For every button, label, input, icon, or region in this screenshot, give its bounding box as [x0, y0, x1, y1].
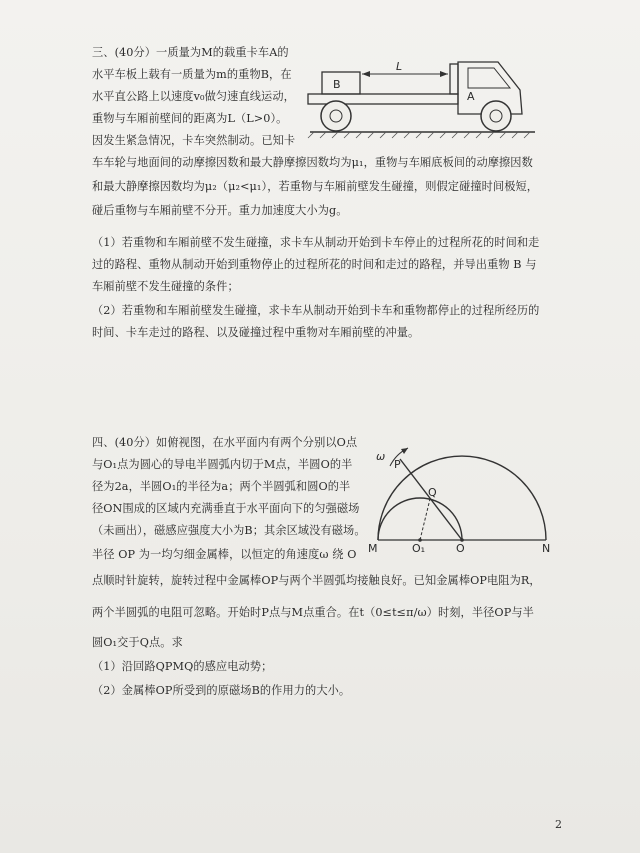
- point-n-label: N: [542, 542, 551, 555]
- p4-line-3: 径为2a，半圆O₁的半径为a；两个半圆弧和圆O的半: [92, 480, 351, 493]
- p3-line-8: 碰后重物与车厢前壁不分开。重力加速度大小为g。: [92, 204, 348, 217]
- truck-figure: [300, 50, 540, 140]
- semicircle-figure: [366, 440, 566, 555]
- p3-line-4: 重物与车厢前壁间的距离为L（L>0）。: [92, 112, 288, 125]
- page-number: 2: [555, 818, 562, 831]
- p4-line-5: （未画出），磁感应强度大小为B；其余区域没有磁场。: [92, 524, 366, 537]
- p3-line-9: （1）若重物和车厢前壁不发生碰撞，求卡车从制动开始到卡车停止的过程所花的时间和走: [92, 236, 540, 249]
- semicircle-o1: [378, 498, 462, 540]
- p4-line-4: 径ON围成的区域内充满垂直于水平面向下的匀强磁场: [92, 502, 360, 515]
- p3-line-10: 过的路程、重物从制动开始到重物停止的过程所花的时间和走过的路程，并导出重物 B 与: [92, 258, 537, 271]
- p3-line-11: 车厢前壁不发生碰撞的条件；: [92, 280, 239, 293]
- p4-line-7: 点顺时针旋转，旋转过程中金属棒OP与两个半圆弧均接触良好。已知金属棒OP电阻为R，: [92, 574, 541, 587]
- p4-line-11: （2）金属棒OP所受到的原磁场B的作用力的大小。: [92, 684, 351, 697]
- rear-wheel: [321, 101, 351, 131]
- point-o1-label: O₁: [412, 542, 426, 555]
- distance-label: L: [396, 60, 403, 73]
- p3-line-3: 水平直公路上以速度v₀做匀速直线运动，: [92, 90, 295, 103]
- box-b-label: B: [333, 78, 341, 91]
- p3-line-2: 水平车板上载有一质量为m的重物B，在: [92, 68, 292, 81]
- p3-line-6: 车车轮与地面间的动摩擦因数和最大静摩擦因数均为μ₁，重物与车厢底板间的动摩擦因数: [92, 156, 533, 169]
- p4-line-10: （1）沿回路QPMQ的感应电动势；: [92, 660, 273, 673]
- box-b: [322, 72, 360, 94]
- point-q-label: Q: [428, 486, 437, 499]
- front-wheel: [481, 101, 511, 131]
- p4-line-1: 四、(40分）如俯视图，在水平面内有两个分别以O点: [92, 436, 358, 449]
- p3-line-13: 时间、卡车走过的路程、以及碰撞过程中重物对车厢前壁的冲量。: [92, 326, 420, 339]
- semicircle-o: [378, 456, 546, 540]
- p4-line-6: 半径 OP 为一均匀细金属棒，以恒定的角速度ω 绕 O: [92, 548, 357, 561]
- p3-line-12: （2）若重物和车厢前壁发生碰撞，求卡车从制动开始到卡车和重物都停止的过程所经历的: [92, 304, 540, 317]
- p3-line-1: 三、(40分）一质量为M的载重卡车A的: [92, 46, 289, 59]
- point-o-label: O: [456, 542, 465, 555]
- point-p-label: P: [394, 458, 401, 471]
- p4-line-9: 圆O₁交于Q点。求: [92, 636, 183, 649]
- p3-line-5: 因发生紧急情况，卡车突然制动。已知卡: [92, 134, 296, 147]
- point-m-label: M: [368, 542, 378, 555]
- p4-line-8: 两个半圆弧的电阻可忽略。开始时P点与M点重合。在t（0≤t≤π/ω）时刻，半径OP与半: [92, 606, 534, 619]
- p3-line-7: 和最大静摩擦因数均为μ₂（μ₂<μ₁），若重物与车厢前壁发生碰撞，则假定碰撞时间极短，: [92, 180, 539, 193]
- truck-front-wall: [450, 64, 458, 94]
- p4-line-2: 与O₁点为圆心的导电半圆弧内切于M点，半圆O的半: [92, 458, 353, 471]
- truck-window: [468, 68, 510, 88]
- omega-label: ω: [376, 450, 386, 463]
- truck-label: A: [467, 90, 475, 103]
- segment-o1q: [420, 499, 430, 540]
